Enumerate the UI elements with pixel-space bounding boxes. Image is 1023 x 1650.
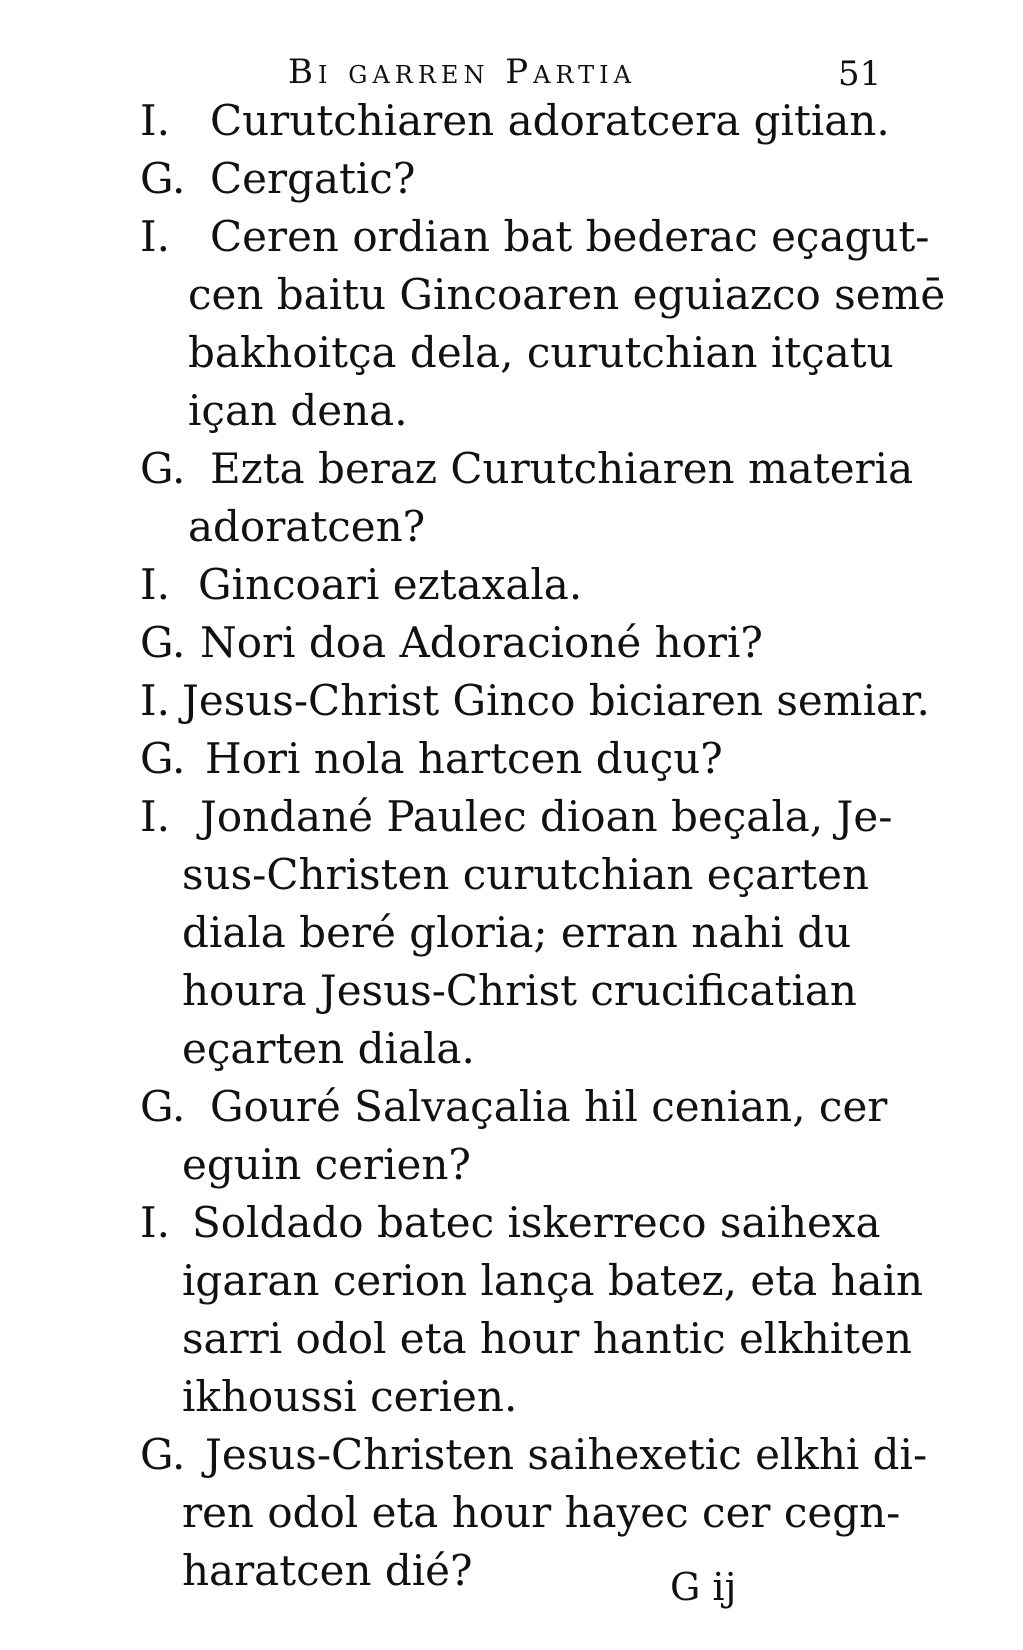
dialogue-line: Gouré Salvaçalia hil cenian, cer xyxy=(210,1082,888,1131)
page-number: 51 xyxy=(838,54,882,94)
dialogue-line: Jondané Paulec dioan beçala, Je- xyxy=(200,792,893,841)
dialogue-line: Hori nola hartcen duçu? xyxy=(205,734,723,783)
dialogue-line: eguin cerien? xyxy=(182,1140,471,1189)
dialogue-line: sarri odol eta hour hantic elkhiten xyxy=(182,1314,913,1363)
speaker-label: I. xyxy=(140,676,170,725)
dialogue-line: ren odol eta hour hayec cer cegn- xyxy=(182,1488,901,1537)
speaker-label: G. xyxy=(140,1430,186,1479)
dialogue-line: ikhoussi cerien. xyxy=(182,1372,518,1421)
dialogue-line: houra Jesus-Christ crucificatian xyxy=(182,966,857,1015)
dialogue-line: Jesus-Christen saihexetic elkhi di- xyxy=(205,1430,928,1479)
signature-mark: G ij xyxy=(670,1565,737,1609)
dialogue-line: Cergatic? xyxy=(210,154,416,203)
speaker-label: I. xyxy=(140,792,170,841)
dialogue-line: Gincoari eztaxala. xyxy=(198,560,583,609)
dialogue-line: Jesus-Christ Ginco biciaren semiar. xyxy=(182,676,930,725)
running-head: Bi garren Partia xyxy=(288,52,636,92)
speaker-label: G. xyxy=(140,444,186,493)
dialogue-line: haratcen dié? xyxy=(182,1546,473,1595)
speaker-label: G. xyxy=(140,734,186,783)
dialogue-line: adoratcen? xyxy=(188,502,426,551)
dialogue-line: eçarten diala. xyxy=(182,1024,475,1073)
dialogue-line: Ceren ordian bat bederac eçagut- xyxy=(210,212,930,261)
speaker-label: I. xyxy=(140,560,170,609)
speaker-label: I. xyxy=(140,96,170,145)
dialogue-line: sus-Christen curutchian eçarten xyxy=(182,850,870,899)
dialogue-line: Nori doa Adoracioné hori? xyxy=(200,618,763,667)
dialogue-line: diala beré gloria; erran nahi du xyxy=(182,908,852,957)
speaker-label: G. xyxy=(140,1082,186,1131)
speaker-label: G. xyxy=(140,154,186,203)
dialogue-line: cen baitu Gincoaren eguiazco semē xyxy=(188,270,946,319)
dialogue-line: Ezta beraz Curutchiaren materia xyxy=(210,444,914,493)
dialogue-line: bakhoitça dela, curutchian itçatu xyxy=(188,328,894,377)
dialogue-line: içan dena. xyxy=(188,386,408,435)
dialogue-line: igaran cerion lança batez, eta hain xyxy=(182,1256,924,1305)
dialogue-line: Curutchiaren adoratcera gitian. xyxy=(210,96,890,145)
speaker-label: I. xyxy=(140,1198,170,1247)
dialogue-line: Soldado batec iskerreco saihexa xyxy=(192,1198,881,1247)
speaker-label: G. xyxy=(140,618,186,667)
speaker-label: I. xyxy=(140,212,170,261)
